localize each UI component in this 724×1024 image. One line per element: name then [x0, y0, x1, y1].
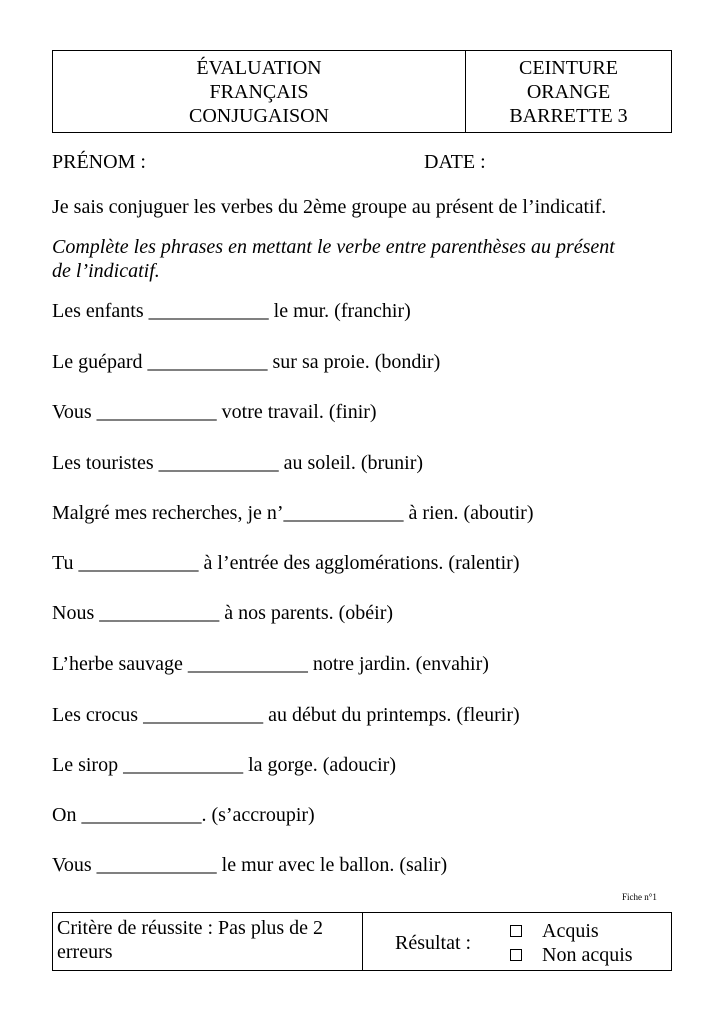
footer-box: [52, 912, 672, 971]
exercise-sentence: Le guépard ____________ sur sa proie. (bondir): [52, 351, 441, 373]
exercise-sentence: Les crocus ____________ au début du printemps. (fleurir): [52, 704, 520, 726]
objective: Je sais conjuguer les verbes du 2ème groupe au présent de l’indicatif.: [52, 196, 607, 218]
result-label: Résultat :: [395, 932, 472, 954]
acquired-option[interactable]: [510, 919, 599, 943]
evaluation-title: [53, 51, 466, 132]
not-acquired-label: Non acquis: [542, 944, 633, 966]
exercise-sentence: On ____________. (s’accroupir): [52, 804, 315, 826]
prenom-label: PRÉNOM :: [52, 151, 146, 173]
not-acquired-checkbox[interactable]: [510, 949, 522, 961]
title-line-1: ÉVALUATION: [196, 56, 322, 79]
success-criterion: [53, 913, 363, 970]
instruction-line-1: Complète les phrases en mettant le verbe entre parenthèses au présent: [52, 236, 615, 258]
not-acquired-option[interactable]: [510, 943, 633, 967]
exercise-sentence: Le sirop ____________ la gorge. (adoucir): [52, 754, 396, 776]
title-line-3: CONJUGAISON: [188, 104, 329, 127]
exercise-sentence: Vous ____________ le mur avec le ballon. (salir): [52, 854, 448, 876]
exercise-sentence: L’herbe sauvage ____________ notre jardin. (envahir): [52, 653, 489, 675]
criterion-line-2: erreurs: [57, 941, 113, 963]
date-label: DATE :: [424, 151, 486, 173]
acquired-label: Acquis: [542, 920, 599, 942]
belt-line-3: BARRETTE 3: [509, 105, 628, 127]
belt-line-2: ORANGE: [526, 81, 611, 103]
exercise-sentence: Nous ____________ à nos parents. (obéir): [52, 602, 394, 624]
exercise-sentence: Les touristes ____________ au soleil. (brunir): [52, 452, 424, 474]
exercise-sentence: Malgré mes recherches, je n’____________ à rien. (aboutir): [52, 502, 534, 524]
acquired-checkbox[interactable]: [510, 925, 522, 937]
belt-level: [466, 51, 671, 132]
instruction-line-2: de l’indicatif.: [52, 260, 160, 282]
header-box: [52, 50, 672, 133]
criterion-line-1: Critère de réussite : Pas plus de 2: [57, 917, 324, 939]
exercise-sentence: Vous ____________ votre travail. (finir): [52, 401, 377, 423]
exercise-sentence: Tu ____________ à l’entrée des agglomérations. (ralentir): [52, 552, 520, 574]
fiche-number: Fiche n°1: [622, 892, 657, 902]
title-line-2: FRANÇAIS: [209, 80, 309, 103]
exercise-sentence: Les enfants ____________ le mur. (franchir): [52, 300, 411, 322]
belt-line-1: CEINTURE: [519, 57, 618, 79]
